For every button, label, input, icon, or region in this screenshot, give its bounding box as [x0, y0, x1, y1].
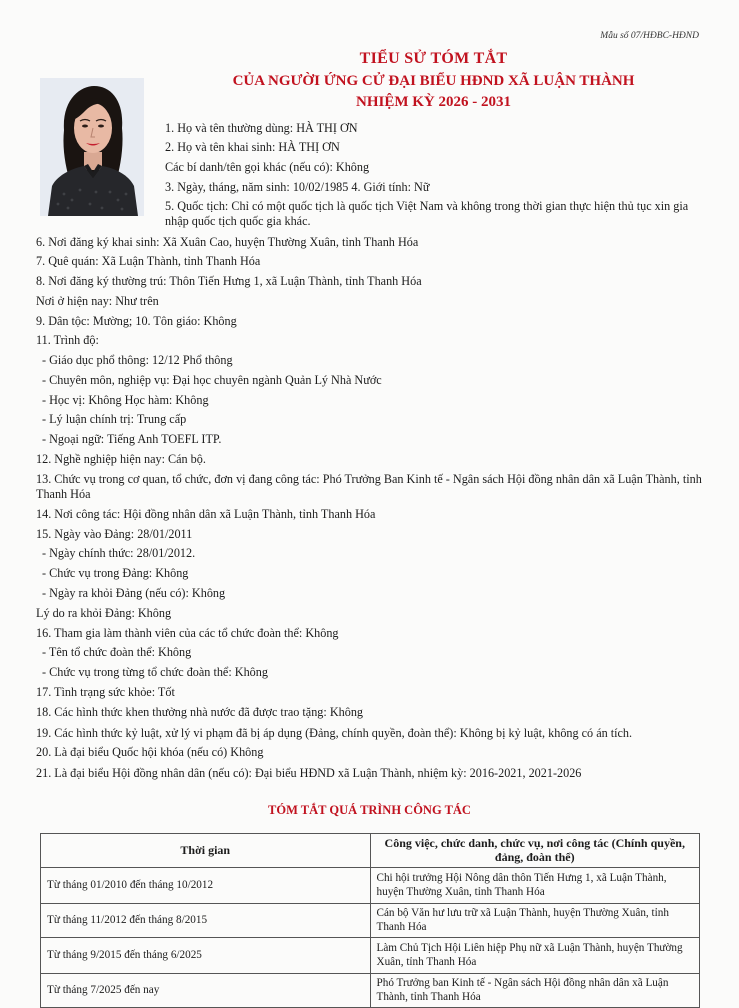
field-discipline: 19. Các hình thức kỷ luật, xử lý vi phạm đã bị áp dụng (Đảng, chính quyền, đoàn thể): Không bị kỷ luật, không có án tích.: [36, 726, 633, 740]
document-subtitle: CỦA NGƯỜI ỨNG CỬ ĐẠI BIỂU HĐND XÃ LUẬN THÀNH: [232, 73, 635, 89]
field-organization-position: - Chức vụ trong từng tổ chức đoàn thể: Không: [42, 665, 268, 679]
career-table-header-row: [41, 834, 700, 868]
field-council-delegate: 21. Là đại biểu Hội đồng nhân dân (nếu có): Đại biểu HĐND xã Luận Thành, nhiệm kỳ: 2016-2021, 2021-2026: [36, 766, 582, 780]
cell-period: Từ tháng 9/2015 đến tháng 6/2025: [41, 938, 371, 974]
field-party-position: - Chức vụ trong Đảng: Không: [42, 566, 189, 580]
cell-period: Từ tháng 01/2010 đến tháng 10/2012: [41, 868, 371, 904]
field-common-name: 1. Họ và tên thường dùng: HÀ THỊ ƠN: [165, 121, 358, 135]
table-row: [41, 974, 700, 1008]
field-specialization: - Chuyên môn, nghiệp vụ: Đại học chuyên ngành Quản Lý Nhà Nước: [42, 373, 382, 387]
field-birth-name: 2. Họ và tên khai sinh: HÀ THỊ ƠN: [165, 140, 340, 154]
cell-period: Từ tháng 7/2025 đến nay: [41, 974, 371, 1008]
field-ethnicity-religion: 9. Dân tộc: Mường; 10. Tôn giáo: Không: [36, 314, 237, 328]
candidate-portrait-photo: [40, 78, 144, 216]
table-row: [41, 868, 700, 904]
field-party-leave-date: - Ngày ra khỏi Đảng (nếu có): Không: [42, 586, 226, 600]
field-party-leave-reason: Lý do ra khỏi Đảng: Không: [36, 606, 172, 620]
column-header-period: Thời gian: [41, 834, 371, 868]
table-row: [41, 904, 700, 938]
field-national-assembly: 20. Là đại biểu Quốc hội khóa (nếu có) Không: [36, 745, 264, 759]
cell-duty: Chi hội trưởng Hội Nông dân thôn Tiến Hưng 1, xã Luận Thành, huyện Thường Xuân, tỉnh Thanh Hóa: [370, 868, 700, 904]
field-health: 17. Tình trạng sức khỏe: Tốt: [36, 685, 175, 699]
field-general-education: - Giáo dục phổ thông: 12/12 Phổ thông: [42, 353, 233, 367]
career-table: [40, 833, 700, 1008]
table-row: [41, 938, 700, 974]
field-position: 13. Chức vụ trong cơ quan, tổ chức, đơn vị đang công tác: Phó Trưởng Ban Kinh tế - Ngân sách Hội đồng nhân dân xã Luận Thành, tỉnh Thanh Hóa: [36, 472, 702, 501]
field-organization-name: - Tên tổ chức đoàn thể: Không: [42, 645, 192, 659]
field-party-official-date: - Ngày chính thức: 28/01/2012.: [42, 546, 196, 560]
document-title: TIỂU SỬ TÓM TẮT: [359, 50, 508, 67]
cell-duty: Làm Chủ Tịch Hội Liên hiệp Phụ nữ xã Luận Thành, huyện Thường Xuân, tỉnh Thanh Hóa: [370, 938, 700, 974]
field-birth-registration: 6. Nơi đăng ký khai sinh: Xã Xuân Cao, huyện Thường Xuân, tỉnh Thanh Hóa: [36, 235, 419, 249]
field-residence: 8. Nơi đăng ký thường trú: Thôn Tiến Hưng 1, xã Luận Thành, tỉnh Thanh Hóa: [36, 274, 422, 288]
field-political-theory: - Lý luận chính trị: Trung cấp: [42, 412, 187, 426]
document-term: NHIỆM KỲ 2026 - 2031: [356, 94, 511, 110]
cell-period: Từ tháng 11/2012 đến tháng 8/2015: [41, 904, 371, 938]
cell-duty: Cán bộ Văn hư lưu trữ xã Luận Thành, huyện Thường Xuân, tỉnh Thanh Hóa: [370, 904, 700, 938]
field-organizations: 16. Tham gia làm thành viên của các tổ chức đoàn thể: Không: [36, 626, 339, 640]
field-nationality: 5. Quốc tịch: Chỉ có một quốc tịch là quốc tịch Việt Nam và không trong thời gian thực hiện thủ tục xin gia nhập quốc tịch quốc gia khác.: [165, 199, 689, 228]
career-section-title: TÓM TẮT QUÁ TRÌNH CÔNG TÁC: [268, 803, 471, 817]
field-birthdate-gender: 3. Ngày, tháng, năm sinh: 10/02/1985 4. Giới tính: Nữ: [165, 180, 430, 194]
field-aliases: Các bí danh/tên gọi khác (nếu có): Không: [165, 160, 370, 174]
field-awards: 18. Các hình thức khen thưởng nhà nước đã được trao tặng: Không: [36, 705, 364, 719]
form-code: Mẫu số 07/HĐBC-HĐND: [600, 31, 699, 41]
field-occupation: 12. Nghề nghiệp hiện nay: Cán bộ.: [36, 452, 206, 466]
field-foreign-language: - Ngoại ngữ: Tiếng Anh TOEFL ITP.: [42, 432, 222, 446]
cell-duty: Phó Trưởng ban Kinh tế - Ngân sách Hội đồng nhân dân xã Luận Thành, tỉnh Thanh Hóa: [370, 974, 700, 1008]
field-education-heading: 11. Trình độ:: [36, 333, 99, 347]
portrait-illustration: [40, 78, 144, 216]
column-header-duties: Công việc, chức danh, chức vụ, nơi công tác (Chính quyền, đảng, đoàn thể): [370, 834, 700, 868]
field-current-address: Nơi ở hiện nay: Như trên: [36, 294, 159, 308]
field-academic-degree: - Học vị: Không Học hàm: Không: [42, 393, 209, 407]
field-workplace: 14. Nơi công tác: Hội đồng nhân dân xã Luận Thành, tỉnh Thanh Hóa: [36, 507, 376, 521]
field-party-join-date: 15. Ngày vào Đảng: 28/01/2011: [36, 527, 193, 541]
field-hometown: 7. Quê quán: Xã Luận Thành, tỉnh Thanh Hóa: [36, 254, 261, 268]
